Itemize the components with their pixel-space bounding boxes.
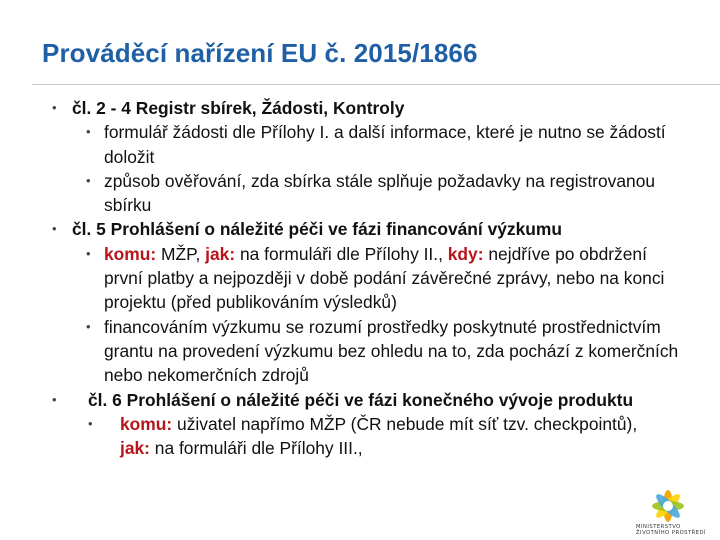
item-text: způsob ověřování, zda sbírka stále splňuje požadavky na registrovanou sbírku bbox=[104, 170, 656, 216]
highlight-label: kdy: bbox=[447, 243, 484, 264]
bullet-item bbox=[0, 217, 720, 241]
item-text: čl. 6 Prohlášení o náležité péči ve fázi konečného vývoje produktu bbox=[88, 389, 634, 410]
item-text: čl. 2 - 4 Registr sbírek, Žádosti, Kontroly bbox=[72, 98, 405, 118]
item-text: MŽP, bbox=[156, 243, 206, 264]
bullet-icon: • bbox=[88, 415, 93, 431]
bullet-icon: • bbox=[52, 221, 57, 237]
item-text: na formuláři dle Přílohy III., bbox=[149, 438, 363, 459]
logo-caption: MINISTERSTVO ŽIVOTNÍHO PROSTŘEDÍ bbox=[636, 524, 707, 536]
bullet-icon: • bbox=[86, 245, 91, 261]
sub-bullet-item bbox=[0, 169, 720, 218]
bullet-item bbox=[0, 96, 720, 120]
item-text: financováním výzkumu se rozumí prostředky poskytnuté prostřednictvím grantu na provedení výzkumu bez ohledu na to, zda pochází z komerčních nebo nekomerčních zdrojů bbox=[104, 316, 679, 386]
bullet-icon: • bbox=[86, 318, 91, 334]
highlight-label: jak: bbox=[205, 243, 236, 264]
sub-bullet-item bbox=[0, 412, 720, 461]
sub-bullet-item bbox=[0, 242, 720, 315]
bullet-icon: • bbox=[86, 124, 91, 140]
item-text: čl. 5 Prohlášení o náležité péči ve fázi financování výzkumu bbox=[72, 219, 563, 240]
highlight-label: komu: bbox=[120, 413, 173, 434]
bullet-icon: • bbox=[52, 391, 57, 407]
sub-bullet-item bbox=[0, 120, 720, 169]
bullet-icon: • bbox=[86, 172, 91, 188]
slide-title: Prováděcí nařízení EU č. 2015/1866 bbox=[42, 38, 478, 68]
title-divider bbox=[32, 84, 720, 85]
item-text: na formuláři dle Přílohy II., bbox=[235, 243, 448, 264]
slide-content bbox=[0, 96, 720, 460]
item-text: formulář žádosti dle Přílohy I. a další informace, které je nutno se žádostí doložit bbox=[104, 122, 666, 167]
bullet-icon: • bbox=[52, 100, 57, 115]
highlight-label: komu: bbox=[104, 243, 157, 264]
highlight-label: jak: bbox=[120, 438, 150, 459]
sub-bullet-item bbox=[0, 315, 720, 388]
bullet-item bbox=[0, 388, 720, 412]
item-text: nejdříve po obdržení první platby a nejpozději v době podání závěrečné zprávy, nebo na konci projektu (před publikováním výsledků) bbox=[104, 243, 665, 313]
item-text: uživatel napřímo MŽP (ČR nebude mít síť tzv. checkpointů), bbox=[172, 413, 638, 434]
